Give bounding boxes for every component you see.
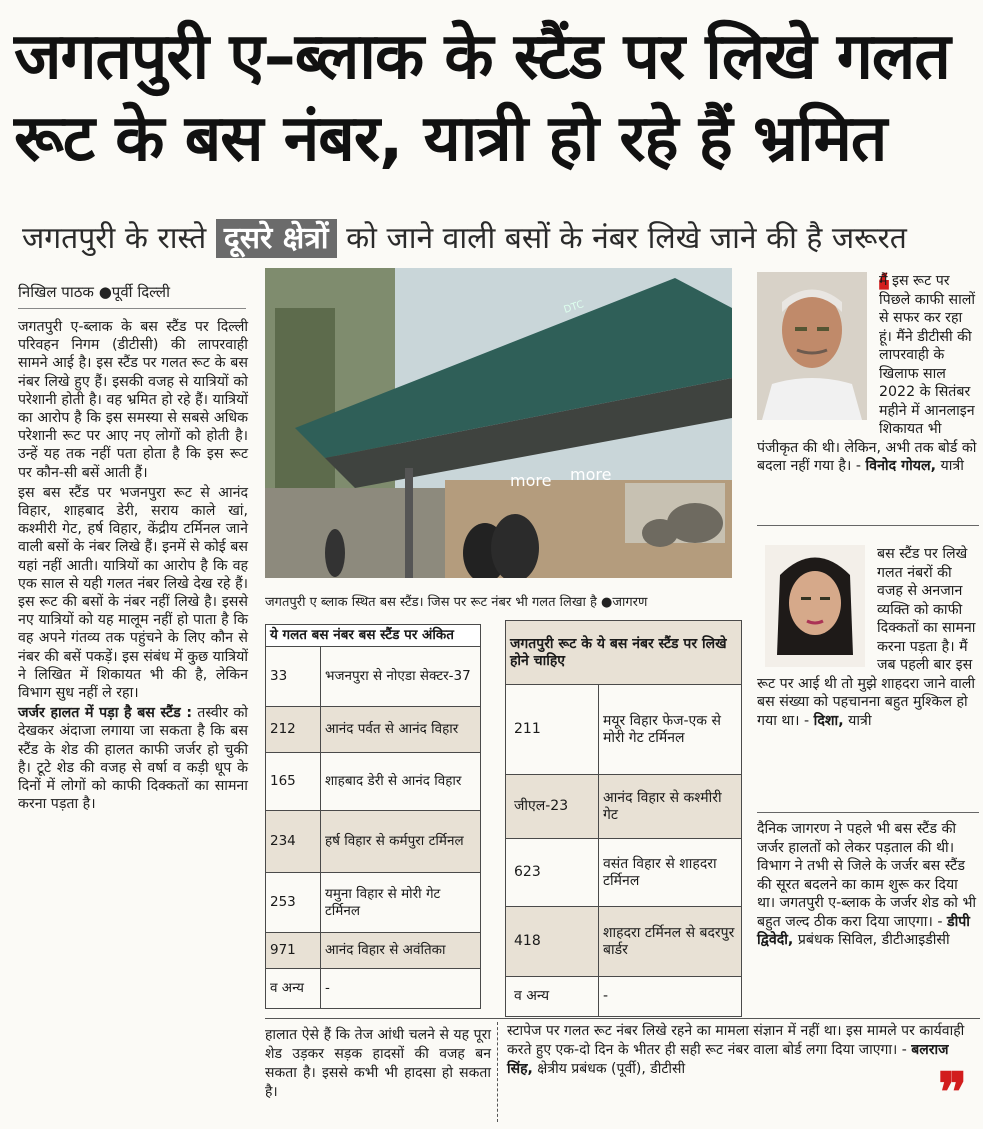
article-body bbox=[18, 318, 248, 815]
wrong-table-row bbox=[266, 969, 481, 1009]
quote-vinod bbox=[757, 272, 979, 476]
wrong-table-bus-number: 212 bbox=[266, 707, 321, 753]
quote2-text: बस स्टैंड पर लिखे गलत नंबरों की वजह से अनजान व्यक्ति को काफी दिक्कतों का सामना करना पड़ता है। मैं जब पहली बार इस रूट पर आई थी तो मुझे शाहदरा जाने वाली बस संख्या को पहचानना बहुत मुश्किल हो गया था। - bbox=[757, 546, 976, 729]
headline-line-1: जगतपुरी ए–ब्लाक के स्टैंड पर लिखे गलत bbox=[14, 20, 950, 94]
photo-caption: जगतपुरी ए ब्लाक स्थित बस स्टैंड। जिस पर रूट नंबर भी गलत लिखा है ●जागरण bbox=[265, 595, 648, 610]
headline bbox=[14, 16, 974, 180]
official-quote-dwivedi bbox=[757, 820, 979, 950]
sign-text: DTC bbox=[562, 299, 586, 316]
correct-table-route: आनंद विहार से कश्मीरी गेट bbox=[599, 775, 742, 839]
correct-table-bus-number: 418 bbox=[506, 907, 599, 977]
wrong-table-bus-number: 253 bbox=[266, 873, 321, 933]
article-paragraph-2: इस बस स्टैंड पर भजनपुरा रूट से आनंद विहार, शाहबाद डेरी, सराय काले खां, कश्मीरी गेट, हर्ष विहार, केंद्रीय टर्मिनल जाने वाली बसों के नंबर लिखे हैं। इनमें से कोई बस यहां नहीं आती। यात्रियों का आरोप है कि वह एक साल से यही गलत नंबर लिखे देख रहे हैं। इस रूट की बसों के नंबर नहीं लिखे है। इससे नए यात्रियों को यह मालूम नहीं हो पाता है कि वह अपने गंतव्य तक पहुंचने के लिए कौन से नंबर की बसें पकड़ें। इस संबंध में कुछ यात्रियों ने लिखित में शिकायत भी की है, लेकिन विभाग सुध नहीं ले रहा। bbox=[18, 484, 248, 702]
official-quote-balraj bbox=[507, 1022, 977, 1079]
wrong-table-row bbox=[266, 753, 481, 811]
wrong-table-row bbox=[266, 933, 481, 969]
correct-table-row bbox=[506, 775, 742, 839]
wrong-table-route: - bbox=[321, 969, 481, 1009]
wrong-table-row bbox=[266, 873, 481, 933]
correct-table-route: वसंत विहार से शाहदरा टर्मिनल bbox=[599, 839, 742, 907]
correct-table-row bbox=[506, 907, 742, 977]
correct-table-bus-number: जीएल-23 bbox=[506, 775, 599, 839]
correct-table-route: मयूर विहार फेज-एक से मोरी गेट टर्मिनल bbox=[599, 685, 742, 775]
article-continuation: हालात ऐसे हैं कि तेज आंधी चलने से यह पूरा शेड उड़कर सड़क हादसों की वजह बन सकता है। इससे कभी भी हादसा हो सकता है। bbox=[265, 1027, 491, 1100]
correct-table-route: शाहदरा टर्मिनल से बदरपुर बार्डर bbox=[599, 907, 742, 977]
wrong-table-bus-number: व अन्य bbox=[266, 969, 321, 1009]
official2-text: स्टापेज पर गलत रूट नंबर लिखे रहने का मामला संज्ञान में नहीं था। इस मामले पर कार्यवाही करते हुए एक-दो दिन के भीतर ही सही रूट नंबर वाला बोर्ड लगा दिया जाएगा। - bbox=[507, 1023, 965, 1058]
wrong-table-route: भजनपुरा से नोएडा सेक्टर-37 bbox=[321, 647, 481, 707]
official1-name: डीपी द्विवेदी, bbox=[757, 913, 970, 948]
ad-text-1: more bbox=[510, 471, 552, 490]
official2-name: बलराज सिंह, bbox=[507, 1042, 949, 1077]
wrong-bus-numbers-table bbox=[265, 624, 481, 1009]
subheadline bbox=[22, 214, 982, 264]
correct-table-row bbox=[506, 977, 742, 1017]
quote-disha bbox=[757, 545, 979, 730]
float-spacer bbox=[757, 272, 879, 422]
wrong-table-row bbox=[266, 811, 481, 873]
byline: निखिल पाठक ●पूर्वी दिल्ली bbox=[18, 283, 170, 301]
ad-text-2: more bbox=[570, 465, 612, 484]
subhead-highlight: दूसरे क्षेत्रों bbox=[216, 219, 337, 258]
correct-table-bus-number: 623 bbox=[506, 839, 599, 907]
subhead-post: को जाने वाली बसों के नंबर लिखे जाने की है जरूरत bbox=[346, 221, 907, 256]
bottom-column-divider bbox=[497, 1022, 498, 1122]
section-text: तस्वीर को देखकर अंदाजा लगाया जा सकता है कि बस स्टैंड के शेड की हालत काफी जर्जर हो चुकी है। टूटे शेड की वजह से वर्षा व कड़ी धूप के दिनों में लोगों को काफी दिक्कतों का सामना करना पड़ता है। bbox=[18, 705, 248, 813]
correct-table-row bbox=[506, 839, 742, 907]
wrong-table-bus-number: 165 bbox=[266, 753, 321, 811]
wrong-table-row bbox=[266, 707, 481, 753]
bus-stand-photo bbox=[265, 268, 732, 578]
wrong-table-route: शाहबाद डेरी से आनंद विहार bbox=[321, 753, 481, 811]
wrong-table-route: आनंद विहार से अवंतिका bbox=[321, 933, 481, 969]
wrong-table-bus-number: 971 bbox=[266, 933, 321, 969]
article-paragraph-1: जगतपुरी ए-ब्लाक के बस स्टैंड पर दिल्ली परिवहन निगम (डीटीसी) की लापरवाही सामने आई है। इस स्टैंड पर गलत रूट के बस नंबर लिखे हुए हैं। इसकी वजह से यात्रियों को परेशानी होती है। वह भ्रमित हो रहे हैं। यात्रियों का आरोप है कि इस समस्या से सबसे अधिक परेशानी रूट पर आए नए लोगों को होती है। उन्हें यह तक नहीं पता होता है कि इस रूट पर कौन-सी बसें आती हैं। bbox=[18, 319, 248, 481]
correct-table-bus-number: व अन्य bbox=[506, 977, 599, 1017]
correct-bus-numbers-table bbox=[505, 620, 742, 1017]
official1-text: दैनिक जागरण ने पहले भी बस स्टैंड की जर्जर हालतों को लेकर पड़ताल की थी। विभाग ने तभी से जिले के जर्जर बस स्टैंड की सूरत बदलने का काम शुरू कर दिया था। जगतपुरी ए-ब्लाक के जर्जर शेड को भी बहुत जल्द ठीक करा दिया जाएगा। - bbox=[757, 821, 977, 930]
correct-table-bus-number: 211 bbox=[506, 685, 599, 775]
bus-stand-photo-illustration bbox=[265, 268, 732, 578]
close-quote-icon: ❞ bbox=[938, 1060, 968, 1124]
official1-role: प्रबंधक सिविल, डीटीआइडीसी bbox=[797, 932, 950, 948]
quote2-role: यात्री bbox=[848, 712, 872, 729]
wrong-table-route: यमुना विहार से मोरी गेट टर्मिनल bbox=[321, 873, 481, 933]
quote-divider-2 bbox=[757, 812, 979, 813]
official2-role: क्षेत्रीय प्रबंधक (पूर्वी), डीटीसी bbox=[537, 1061, 686, 1077]
wrong-table-route: हर्ष विहार से कर्मपुरा टर्मिनल bbox=[321, 811, 481, 873]
correct-table-header: जगतपुरी रूट के ये बस नंबर स्टैंड पर लिखे होने चाहिए bbox=[506, 621, 742, 685]
quote2-name: दिशा, bbox=[813, 712, 844, 729]
wrong-table-bus-number: 234 bbox=[266, 811, 321, 873]
quote1-role: यात्री bbox=[940, 458, 964, 474]
byline-divider bbox=[18, 308, 246, 309]
open-quote-icon: ❛ bbox=[876, 264, 891, 318]
subhead-pre: जगतपुरी के रास्ते bbox=[22, 221, 207, 256]
quote1-text: मैं इस रूट पर पिछले काफी सालों से सफर कर रहा हूं। मैंने डीटीसी की लापरवाही के खिलाफ साल 2022 के सितंबर महीने में आनलाइन शिकायत भी पंजीकृत की थी। लेकिन, अभी तक बोर्ड को बदला नहीं गया है। - bbox=[757, 273, 977, 474]
wrong-table-route: आनंद पर्वत से आनंद विहार bbox=[321, 707, 481, 753]
correct-table-route: - bbox=[599, 977, 742, 1017]
wrong-table-row bbox=[266, 647, 481, 707]
float-spacer-2 bbox=[757, 545, 877, 673]
quote1-name: विनोद गोयल, bbox=[865, 458, 936, 474]
bottom-divider bbox=[265, 1018, 980, 1019]
section-heading: जर्जर हालत में पड़ा है बस स्टैंड : bbox=[18, 705, 193, 722]
headline-line-2: रूट के बस नंबर, यात्री हो रहे हैं भ्रमित bbox=[14, 102, 887, 176]
article-paragraph-3 bbox=[18, 704, 248, 813]
wrong-table-header: ये गलत बस नंबर बस स्टैंड पर अंकित bbox=[266, 625, 481, 647]
correct-table-row bbox=[506, 685, 742, 775]
quote-divider-1 bbox=[757, 525, 979, 526]
wrong-table-bus-number: 33 bbox=[266, 647, 321, 707]
